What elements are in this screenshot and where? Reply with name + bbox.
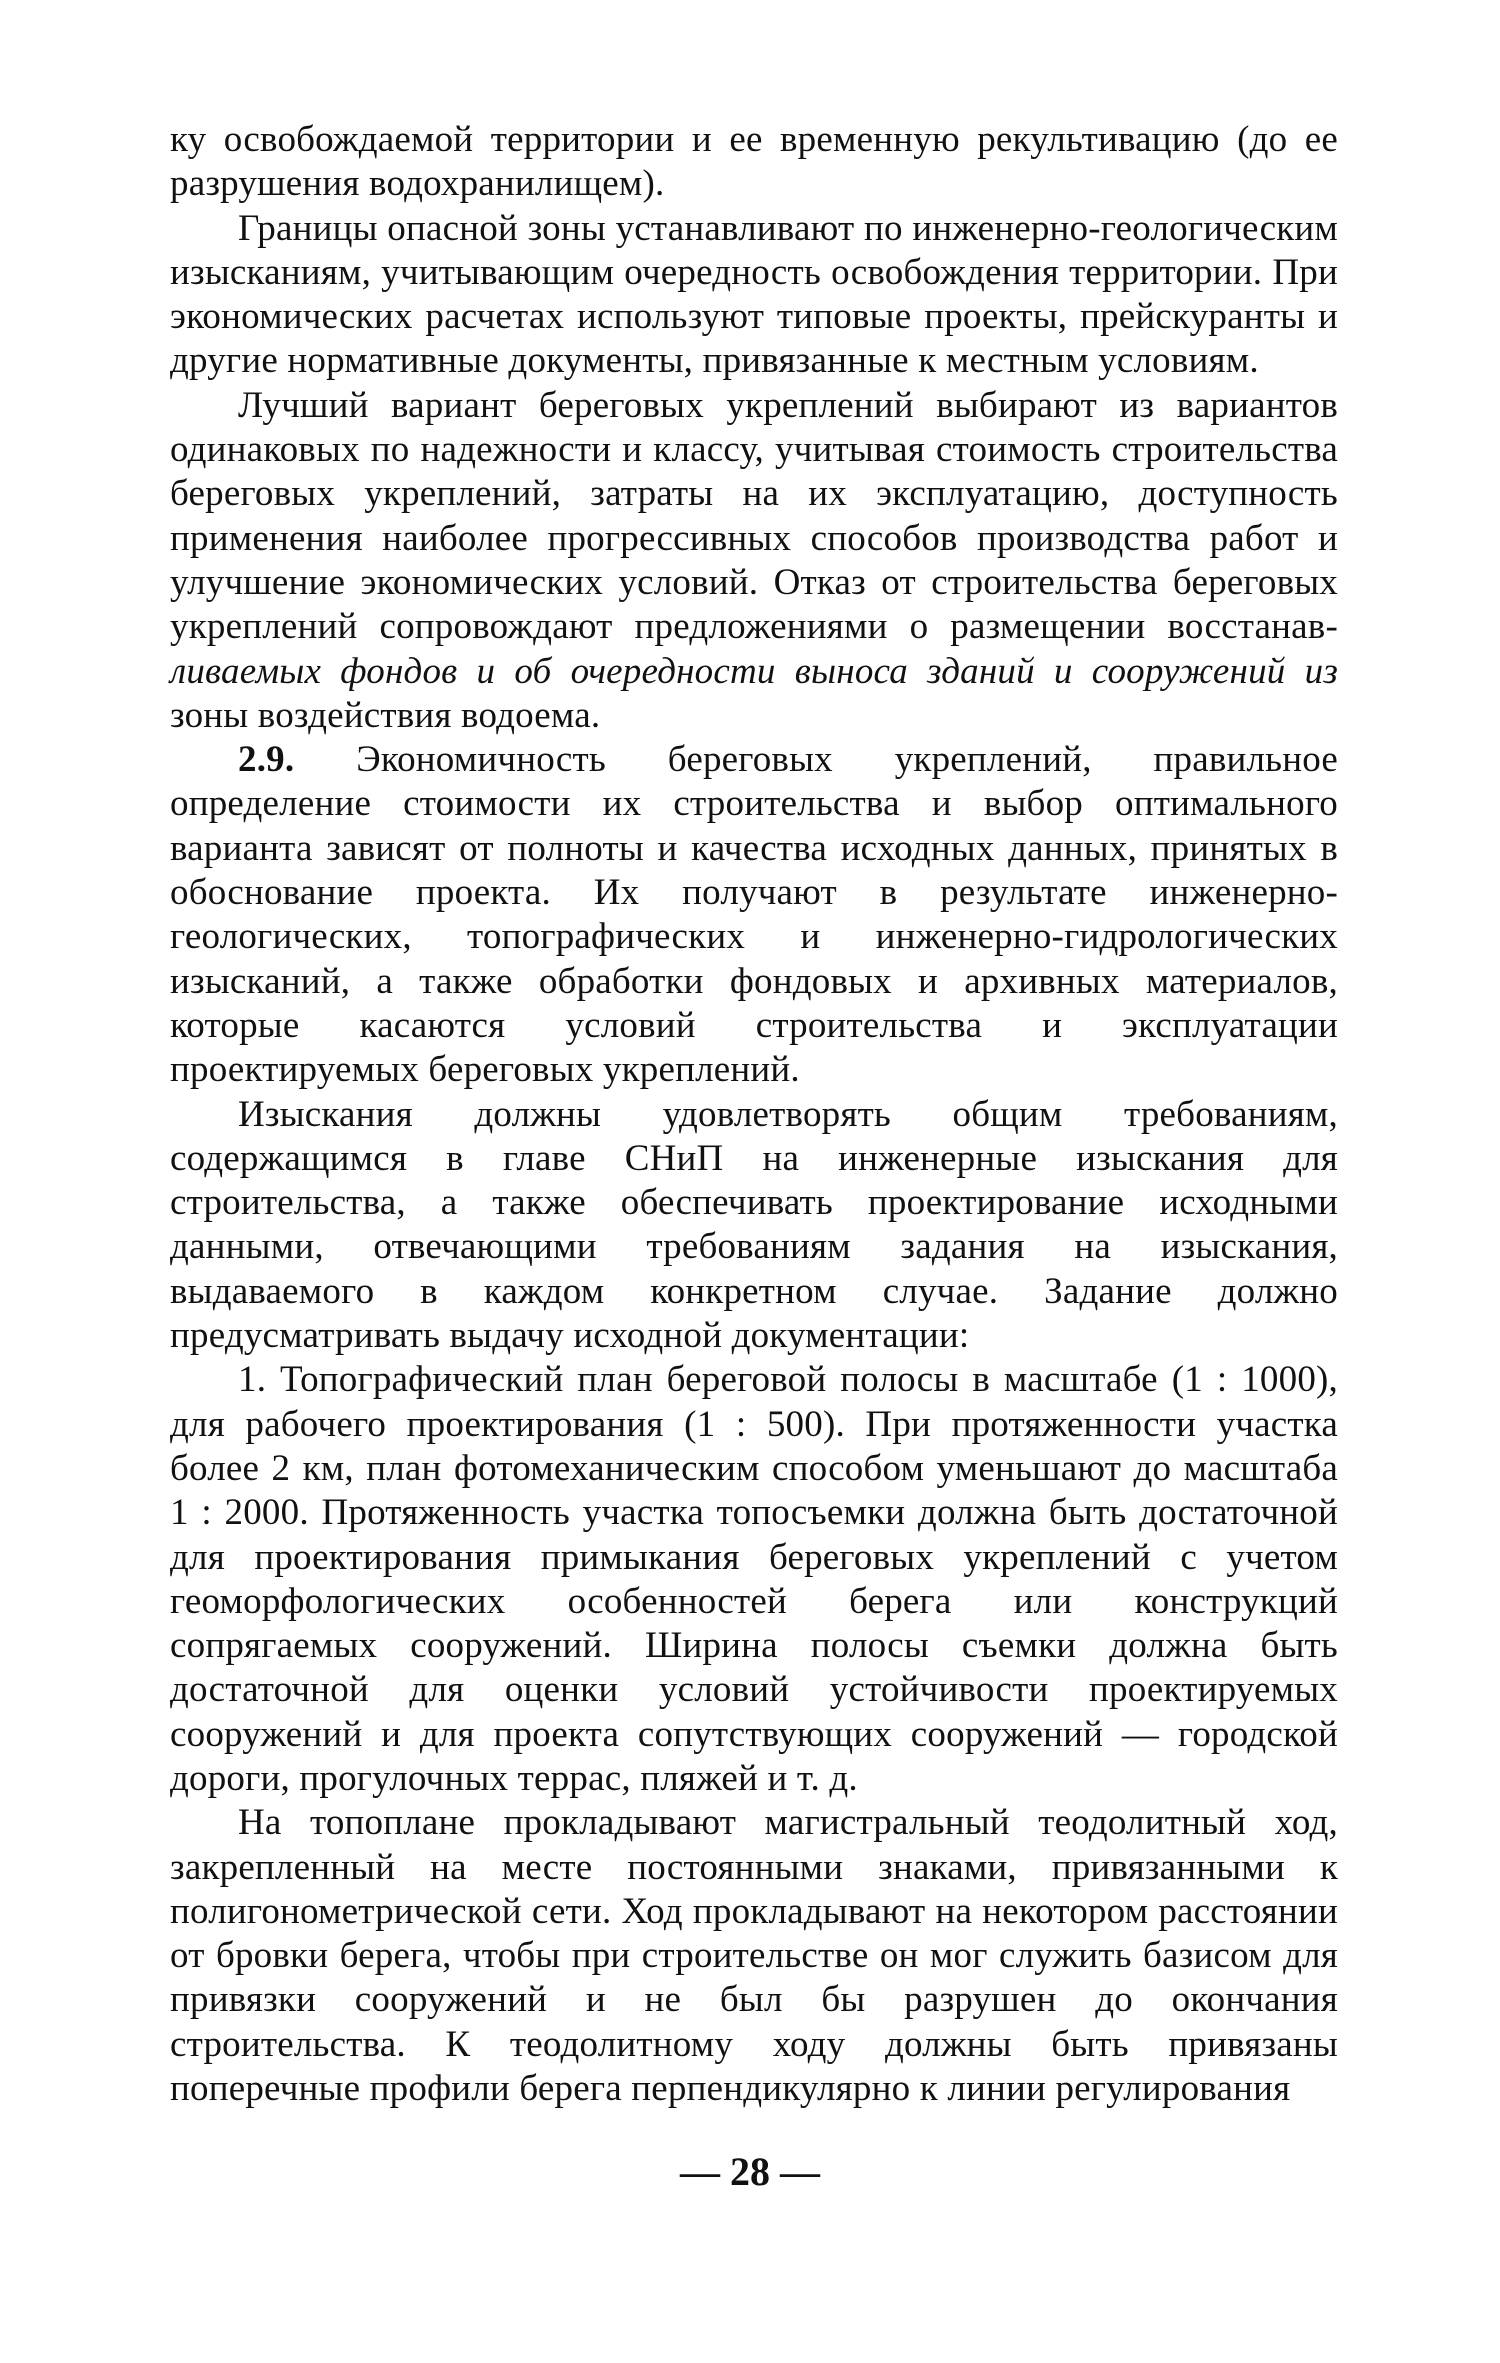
paragraph-tail: зоны воздействия водоема. bbox=[170, 694, 601, 736]
paragraph-text: Лучший вариант береговых укреплений выбирают из вариантов одинаковых по надежности и классу, учитывая стоимость строительства береговых укреплений, затраты на их эксплуатацию, доступность применения наиболее прогрессивных способов производства работ и улучшение экономических условий. Отказ от строительства береговых укреплений сопровождают предложениями о размещении восстанав- bbox=[170, 384, 1338, 648]
paragraph-text: Границы опасной зоны устанавливают по инженерно-геологическим изысканиям, учитывающим очередность освобождения территории. При экономических расчетах используют типовые проекты, прейскуранты и другие нормативные документы, привязанные к местным условиям. bbox=[170, 207, 1338, 382]
paragraph-text: 1. Топографический план береговой полосы в масштабе (1 : 1000), для рабочего проектирования (1 : 500). При протяженности участка более 2 км, план фотомеханическим способом уменьшают до масштаба 1 : 2000. Протяженность участка топосъемки должна быть достаточной для проектирования примыкания береговых укреплений с учетом геоморфологических особенностей берега или конструкций сопрягаемых сооружений. Ширина полосы съемки должна быть достаточной для оценки условий устойчивости проектируемых сооружений и для проекта сопутствующих сооружений — городской дороги, прогулочных террас, пляжей и т. д. bbox=[170, 1359, 1338, 1799]
paragraph-text: Изыскания должны удовлетворять общим требованиям, содержащимся в главе СНиП на инженерные изыскания для строительства, а также обеспечивать проектирование исходными данными, отвечающими требованиям задания на изыскания, выдаваемого в каждом конкретном случае. Задание должно предусматривать выдачу исходной документации: bbox=[170, 1093, 1338, 1357]
paragraph-italic-line: ливаемых фондов и об очередности выноса зданий и сооружений из bbox=[170, 650, 1338, 692]
section-number: 2.9. bbox=[238, 739, 295, 781]
paragraph-danger-zone bbox=[170, 207, 1338, 384]
paragraph-text: На топоплане прокладывают магистральный теодолитный ход, закрепленный на месте постоянными знаками, привязанными к полигонометрической сети. Ход прокладывают на некотором расстоянии от бровки берега, чтобы при строительстве он мог служить базисом для привязки сооружений и не был бы разрушен до окончания строительства. К теодолитному ходу должны быть привязаны поперечные профили берега перпендикулярно к линии регулирования bbox=[170, 1802, 1338, 2110]
page-number: — 28 — bbox=[680, 2149, 820, 2194]
paragraph-best-variant bbox=[170, 384, 1338, 738]
paragraph-surveys bbox=[170, 1093, 1338, 1359]
paragraph-continuation bbox=[170, 118, 1338, 207]
paragraph-topoplan bbox=[170, 1801, 1338, 2111]
body-text bbox=[170, 118, 1338, 2111]
paragraph-text: ку освобождаемой территории и ее временную рекультивацию (до ее разрушения водохранилищем). bbox=[170, 119, 1338, 205]
paragraph-section-2-9 bbox=[170, 738, 1338, 1092]
paragraph-list-item-1 bbox=[170, 1358, 1338, 1801]
paragraph-text: Экономичность береговых укреплений, правильное определение стоимости их строительства и выбор оптимального варианта зависят от полноты и качества исходных данных, принятых в обоснование проекта. Их получают в результате инженерно-геологических, топографических и инженерно-гидрологических изысканий, а также обработки фондовых и архивных материалов, которые касаются условий строительства и эксплуатации проектируемых береговых укреплений. bbox=[170, 739, 1339, 1091]
